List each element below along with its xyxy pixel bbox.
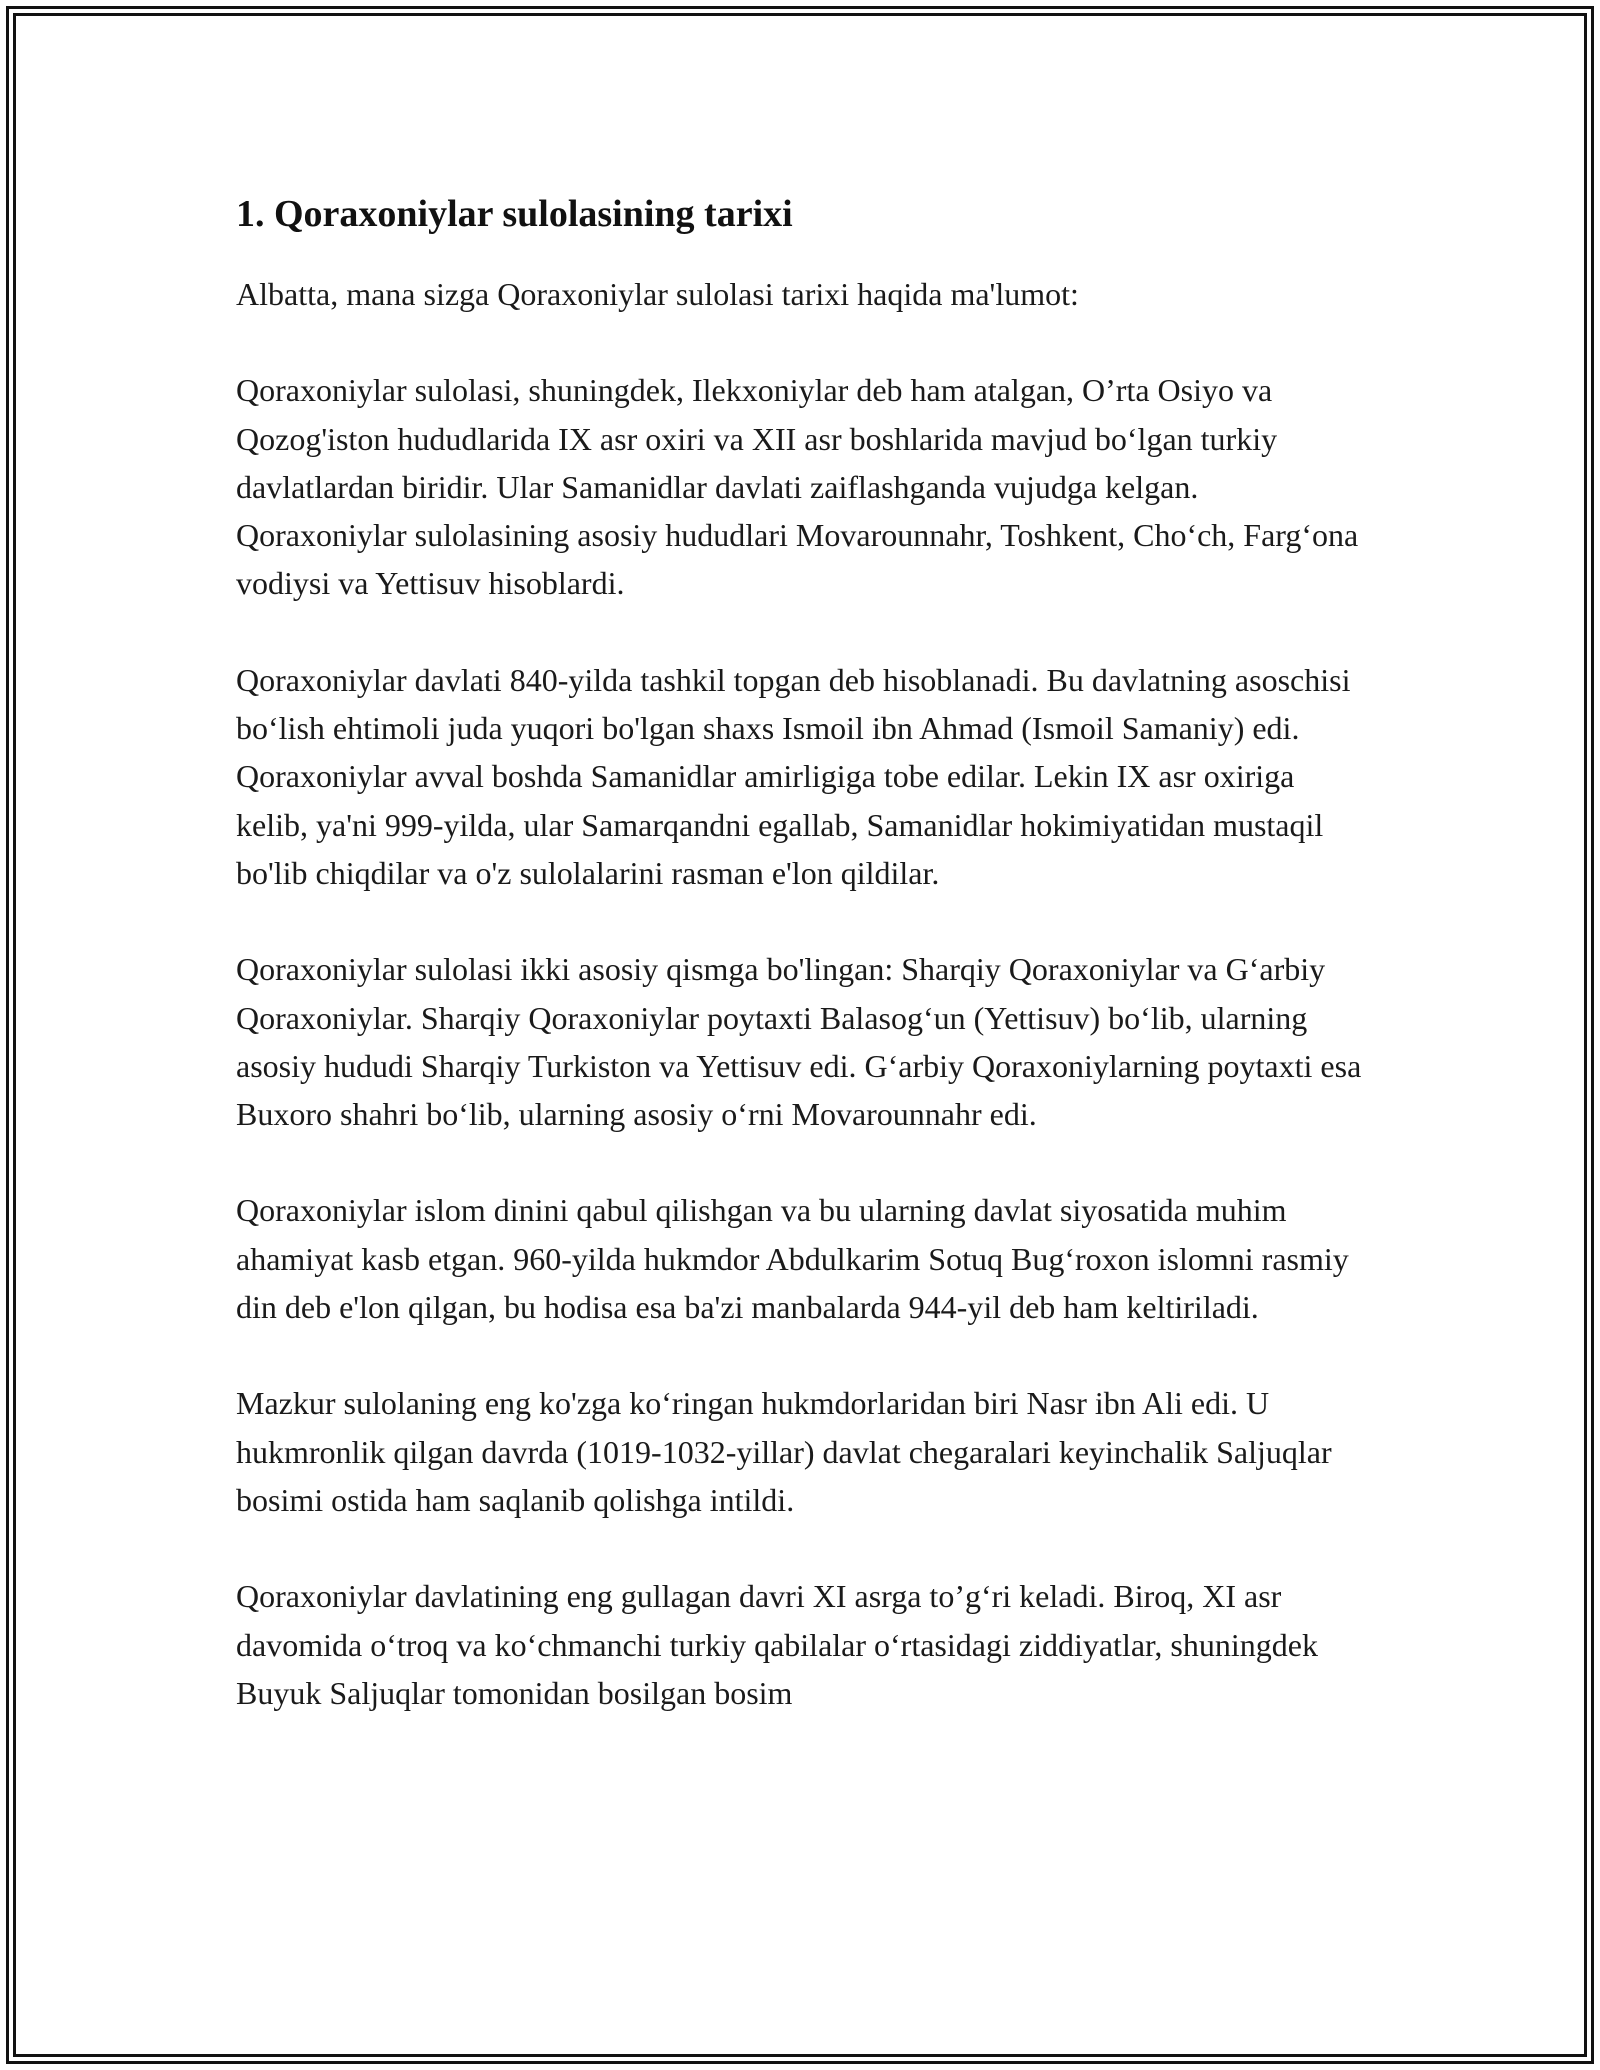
- paragraph-4: Qoraxoniylar islom dinini qabul qilishgan va bu ularning davlat siyosatida muhim ahamiyat kasb etgan. 960-yilda hukmdor Abdulkarim Sotuq Bug‘roxon islomni rasmiy din deb e'lon qilgan, bu hodisa esa ba'zi manbalarda 944-yil deb ham keltiriladi.: [236, 1192, 1349, 1326]
- document-body: [236, 186, 1366, 1765]
- intro-paragraph: Albatta, mana sizga Qoraxoniylar sulolasi tarixi haqida ma'lumot:: [236, 276, 1079, 312]
- document-title: 1. Qoraxoniylar sulolasining tarixi: [236, 193, 793, 235]
- paragraph-1: Qoraxoniylar sulolasi, shuningdek, Ilekxoniylar deb ham atalgan, O’rta Osiyo va Qozog'iston hududlarida IX asr oxiri va XII asr boshlarida mavjud bo‘lgan turkiy davlatlardan biridir. Ular Samanidlar davlati zaiflashganda vujudga kelgan. Qoraxoniylar sulolasining asosiy hududlari Movarounnahr, Toshkent, Cho‘ch, Farg‘ona vodiysi va Yettisuv hisoblardi.: [236, 372, 1359, 602]
- paragraph-3: Qoraxoniylar sulolasi ikki asosiy qismga bo'lingan: Sharqiy Qoraxoniylar va G‘arbiy Qoraxoniylar. Sharqiy Qoraxoniylar poytaxti Balasog‘un (Yettisuv) bo‘lib, ularning asosiy hududi Sharqiy Turkiston va Yettisuv edi. G‘arbiy Qoraxoniylarning poytaxti esa Buxoro shahri bo‘lib, ularning asosiy o‘rni Movarounnahr edi.: [236, 951, 1362, 1133]
- paragraph-5: Mazkur sulolaning eng ko'zga ko‘ringan hukmdorlaridan biri Nasr ibn Ali edi. U hukmronlik qilgan davrda (1019-1032-yillar) davlat chegaralari keyinchalik Saljuqlar bosimi ostida ham saqlanib qolishga intildi.: [236, 1385, 1332, 1518]
- paragraph-2: Qoraxoniylar davlati 840-yilda tashkil topgan deb hisoblanadi. Bu davlatning asoschisi bo‘lish ehtimoli juda yuqori bo'lgan shaxs Ismoil ibn Ahmad (Ismoil Samaniy) edi. Qoraxoniylar avval boshda Samanidlar amirligiga tobe edilar. Lekin IX asr oxiriga kelib, ya'ni 999-yilda, ular Samarqandni egallab, Samanidlar hokimiyatidan mustaqil bo'lib chiqdilar va o'z sulolalarini rasman e'lon qildilar.: [236, 661, 1351, 891]
- paragraph-6: Qoraxoniylar davlatining eng gullagan davri XI asrga to’g‘ri keladi. Biroq, XI asr davomida o‘troq va ko‘chmanchi turkiy qabilalar o‘rtasidagi ziddiyatlar, shuningdek Buyuk Saljuqlar tomonidan bosilgan bosim: [236, 1578, 1318, 1711]
